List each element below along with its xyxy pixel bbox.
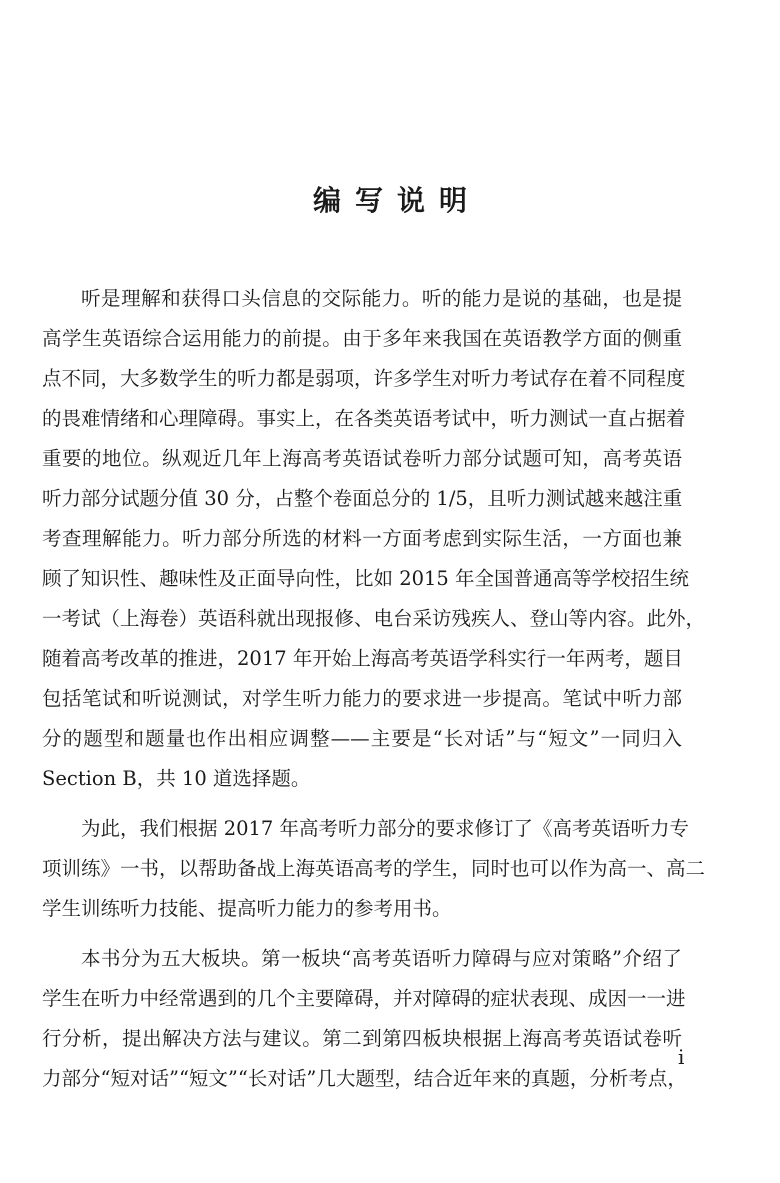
text-line: 听是理解和获得口头信息的交际能力。听的能力是说的基础，也是提 — [81, 287, 682, 310]
text-line: 项训练》一书，以帮助备战上海英语高考的学生，同时也可以作为高一、高二 — [42, 857, 706, 880]
text-line: 行分析，提出解决方法与建议。第二到第四板块根据上海高考英语试卷听 — [42, 1027, 682, 1050]
text-line: 的畏难情绪和心理障碍。事实上，在各类英语考试中，听力测试一直占据着 — [42, 407, 686, 430]
text-line: 一考试（上海卷）英语科就出现报修、电台采访残疾人、登山等内容。此外， — [42, 607, 706, 630]
text-line: 包括笔试和听说测试，对学生听力能力的要求进一步提高。笔试中听力部 — [42, 687, 682, 710]
page-number: i — [678, 1045, 685, 1069]
text-line: 考查理解能力。听力部分所选的材料一方面考虑到实际生活，一方面也兼 — [42, 527, 682, 550]
text-line: 点不同，大多数学生的听力都是弱项，许多学生对听力考试存在着不同程度 — [42, 367, 686, 390]
text-line: 力部分“短对话”“短文”“长对话”几大题型，结合近年来的真题，分析考点， — [42, 1067, 687, 1090]
text-line: 本书分为五大板块。第一板块“高考英语听力障碍与应对策略”介绍了 — [81, 947, 682, 970]
text-line: 学生在听力中经常遇到的几个主要障碍，并对障碍的症状表现、成因一一进 — [42, 987, 686, 1010]
text-line: 分的题型和题量也作出相应调整——主要是“长对话”与“短文”一同归入 — [42, 727, 682, 750]
text-line: 重要的地位。纵观近几年上海高考英语试卷听力部分试题可知，高考英语 — [42, 447, 682, 470]
text-line: 学生训练听力技能、提高听力能力的参考用书。 — [42, 897, 452, 920]
text-line: 顾了知识性、趣味性及正面导向性，比如 2015 年全国普通高等学校招生统 — [42, 567, 690, 590]
page-title: 编写说明 — [312, 184, 481, 217]
text-line: 听力部分试题分值 30 分，占整个卷面总分的 1/5，且听力测试越来越注重 — [42, 487, 683, 510]
text-line: 随着高考改革的推进，2017 年开始上海高考英语学科实行一年两考，题目 — [42, 647, 683, 670]
text-line: 为此，我们根据 2017 年高考听力部分的要求修订了《高考英语听力专 — [81, 817, 690, 840]
text-line: 高学生英语综合运用能力的前提。由于多年来我国在英语教学方面的侧重 — [42, 327, 682, 350]
text-line: Section B，共 10 道选择题。 — [42, 767, 311, 790]
